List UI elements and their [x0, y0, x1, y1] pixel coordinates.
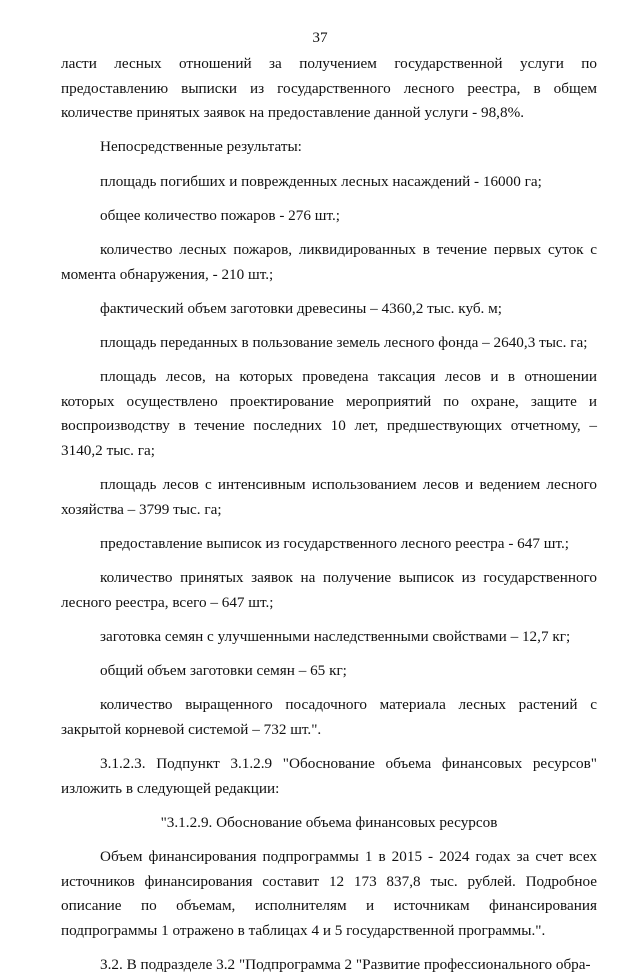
- paragraph: площадь погибших и поврежденных лесных насаждений - 16000 га;: [100, 172, 542, 190]
- paragraph: 3.2. В подразделе 3.2 "Подпрограмма 2 "Развитие профессионального обра-: [100, 955, 591, 973]
- paragraph: предоставление выписок из государственного лесного реестра - 647 шт.;: [100, 534, 569, 552]
- paragraph: площадь переданных в пользование земель лесного фонда – 2640,3 тыс. га;: [100, 333, 588, 351]
- paragraph: заготовка семян с улучшенными наследственными свойствами – 12,7 кг;: [100, 627, 571, 645]
- paragraph: Объем финансирования подпрограммы 1 в 2015 - 2024 годах за счет всех источников финансирования составит 12 173 837,8 тыс. рублей. Подробное описание по объемам, исполнителям и источникам финансирования подпрограммы 1 отражено в таблицах 4 и 5 государственной программы.".: [61, 847, 597, 939]
- paragraph: фактический объем заготовки древесины – 4360,2 тыс. куб. м;: [100, 299, 502, 317]
- paragraph: Непосредственные результаты:: [100, 138, 302, 156]
- paragraph: площадь лесов с интенсивным использованием лесов и ведением лесного хозяйства – 3799 тыс. га;: [61, 476, 597, 518]
- paragraph: количество выращенного посадочного материала лесных растений с закрытой корневой системой – 732 шт.".: [61, 696, 597, 738]
- paragraph: площадь лесов, на которых проведена таксация лесов и в отношении которых осуществлено проектирование мероприятий по охране, защите и воспроизводству в течение последних 10 лет, предшествующих отчетному, – 3140,2 тыс. га;: [61, 368, 597, 459]
- paragraph: общее количество пожаров - 276 шт.;: [100, 206, 340, 224]
- section-heading: "3.1.2.9. Обоснование объема финансовых ресурсов: [160, 813, 498, 831]
- paragraph: количество лесных пожаров, ликвидированных в течение первых суток с момента обнаружения, - 210 шт.;: [61, 240, 597, 283]
- paragraph: общий объем заготовки семян – 65 кг;: [100, 662, 347, 679]
- paragraph: 3.1.2.3. Подпункт 3.1.2.9 "Обоснование объема финансовых ресурсов" изложить в следующей редакции:: [61, 754, 597, 797]
- paragraph: ласти лесных отношений за получением государственной услуги по предоставлению выписки из государственного лесного реестра, в общем количестве принятых заявок на предоставление данной услуги - 98,8%.: [61, 55, 597, 122]
- paragraph: количество принятых заявок на получение выписок из государственного лесного реестра, всего – 647 шт.;: [61, 569, 597, 611]
- page-number: 37: [312, 29, 328, 46]
- body-text: [61, 52, 597, 978]
